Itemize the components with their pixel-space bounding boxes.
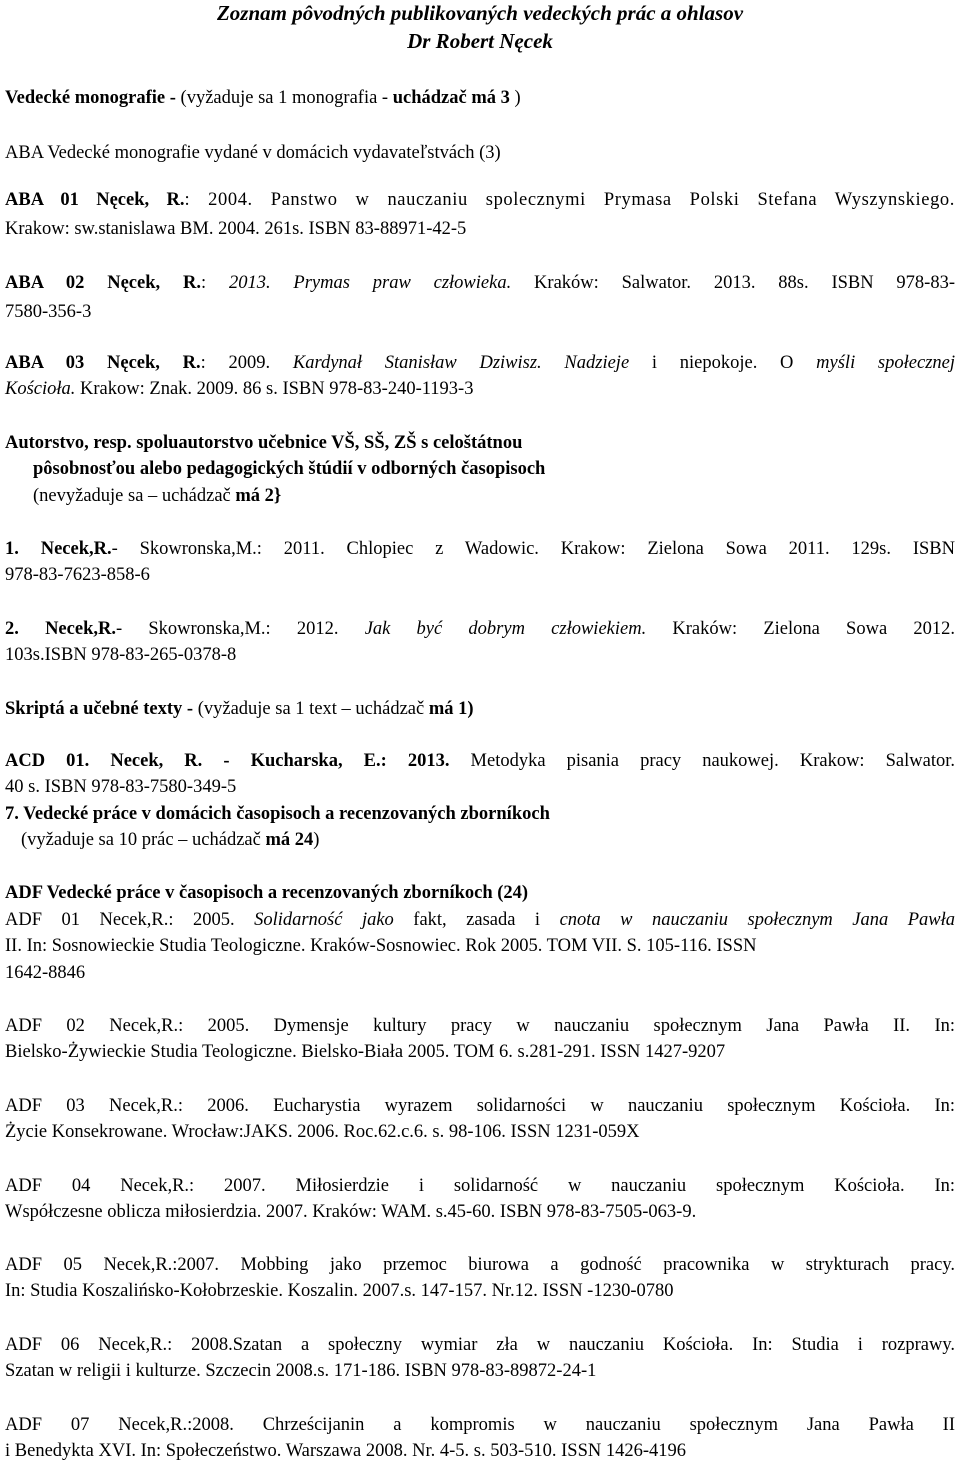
adf-heading: ADF Vedecké práce v časopisoch a recenzovaných zborníkoch (24) (5, 883, 529, 903)
authorship-item-2-line1: 2. Necek,R.- Skowronska,M.: 2012. Jak być dobrym człowiekiem. Kraków: Zielona Sowa 2012. (5, 619, 955, 639)
adf01-line2: II. In: Sosnowieckie Studia Teologiczne. Kraków-Sosnowiec. Rok 2005. TOM VII. S. 105-116. ISSN (5, 936, 757, 956)
papers-subheading: (vyžaduje sa 10 prác – uchádzač má 24) (21, 830, 320, 850)
adf04-line1: ADF 04 Necek,R.: 2007. Miłosierdzie i solidarność w nauczaniu społecznym Kościoła. In: (5, 1176, 955, 1196)
adf03-line1: ADF 03 Necek,R.: 2006. Eucharystia wyrazem solidarności w nauczaniu społecznym Kościoła. In: (5, 1096, 955, 1116)
acd01-line1: ACD 01. Necek, R. - Kucharska, E.: 2013. Metodyka pisania pracy naukowej. Krakow: Salwator. (5, 751, 955, 771)
adf06-line2: Szatan w religii i kulturze. Szczecin 2008.s. 171-186. ISBN 978-83-89872-24-1 (5, 1361, 597, 1381)
aba03-line1: ABA 03 Nęcek, R.: 2009. Kardynał Stanisław Dziwisz. Nadzieje i niepokoje. O myśli społecznej (5, 353, 955, 373)
aba03-line2: Kościoła. Krakow: Znak. 2009. 86 s. ISBN 978-83-240-1193-3 (5, 379, 474, 399)
aba01-line1: ABA 01 Nęcek, R.: 2004. Panstwo w nauczaniu spolecznymi Prymasa Polski Stefana Wyszynskiego. (5, 190, 956, 210)
authorship-heading-3: (nevyžaduje sa – uchádzač má 2} (33, 486, 282, 506)
aba02-line1: ABA 02 Nęcek, R.: 2013. Prymas praw człowieka. Kraków: Salwator. 2013. 88s. ISBN 978-83- (5, 273, 956, 293)
document-title: Zoznam pôvodných publikovaných vedeckých prác a ohlasov (216, 1, 744, 25)
adf06-line1: ADF 06 Necek,R.: 2008.Szatan a społeczny wymiar zła w nauczaniu Kościoła. In: Studia i rozprawy. (5, 1335, 955, 1355)
adf07-line2: i Benedykta XVI. In: Społeczeństwo. Warszawa 2008. Nr. 4-5. s. 503-510. ISSN 1426-4196 (5, 1441, 687, 1461)
author-name: Dr Robert Nęcek (407, 29, 553, 53)
adf07-line1: ADF 07 Necek,R.:2008. Chrześcijanin a kompromis w nauczaniu społecznym Jana Pawła II (5, 1415, 955, 1435)
authorship-item-1-line2: 978-83-7623-858-6 (5, 565, 150, 585)
authorship-heading-1: Autorstvo, resp. spoluautorstvo učebnice VŠ, SŠ, ZŠ s celoštátnou (5, 433, 523, 453)
monographs-heading: Vedecké monografie - (vyžaduje sa 1 monografia - uchádzač má 3 ) (5, 88, 521, 108)
aba-heading: ABA Vedecké monografie vydané v domácich vydavateľstvách (3) (5, 143, 501, 163)
acd01-line2: 40 s. ISBN 978-83-7580-349-5 (5, 777, 237, 797)
authorship-item-1-line1: 1. Necek,R.- Skowronska,M.: 2011. Chlopiec z Wadowic. Krakow: Zielona Sowa 2011. 129s. ISBN (5, 539, 955, 559)
adf04-line2: Współczesne oblicza miłosierdzia. 2007. Kraków: WAM. s.45-60. ISBN 978-83-7505-063-9. (5, 1202, 697, 1222)
papers-heading: 7. Vedecké práce v domácich časopisoch a recenzovaných zborníkoch (5, 804, 550, 824)
adf02-line2: Bielsko-Żywieckie Studia Teologiczne. Bielsko-Biała 2005. TOM 6. s.281-291. ISSN 1427-9207 (5, 1042, 726, 1062)
authorship-item-2-line2: 103s.ISBN 978-83-265-0378-8 (5, 645, 237, 665)
adf03-line2: Życie Konsekrowane. Wrocław:JAKS. 2006. Roc.62.c.6. s. 98-106. ISSN 1231-059X (5, 1122, 640, 1142)
aba02-line2: 7580-356-3 (5, 302, 92, 322)
adf05-line1: ADF 05 Necek,R.:2007. Mobbing jako przemoc biurowa a godność pracownika w strykturach pracy. (5, 1255, 955, 1275)
adf01-line1: ADF 01 Necek,R.: 2005. Solidarność jako fakt, zasada i cnota w nauczaniu społecznym Jana Pawła (5, 910, 956, 930)
aba01-line2: Krakow: sw.stanislawa BM. 2004. 261s. ISBN 83-88971-42-5 (5, 219, 467, 239)
adf01-line3: 1642-8846 (5, 963, 86, 983)
scripts-heading: Skriptá a učebné texty - (vyžaduje sa 1 text – uchádzač má 1) (5, 699, 474, 719)
adf02-line1: ADF 02 Necek,R.: 2005. Dymensje kultury pracy w nauczaniu społecznym Jana Pawła II. In: (5, 1016, 955, 1036)
adf05-line2: In: Studia Koszalińsko-Kołobrzeskie. Koszalin. 2007.s. 147-157. Nr.12. ISSN -1230-0780 (5, 1281, 674, 1301)
authorship-heading-2: pôsobnosťou alebo pedagogických štúdií v odborných časopisoch (33, 459, 546, 479)
